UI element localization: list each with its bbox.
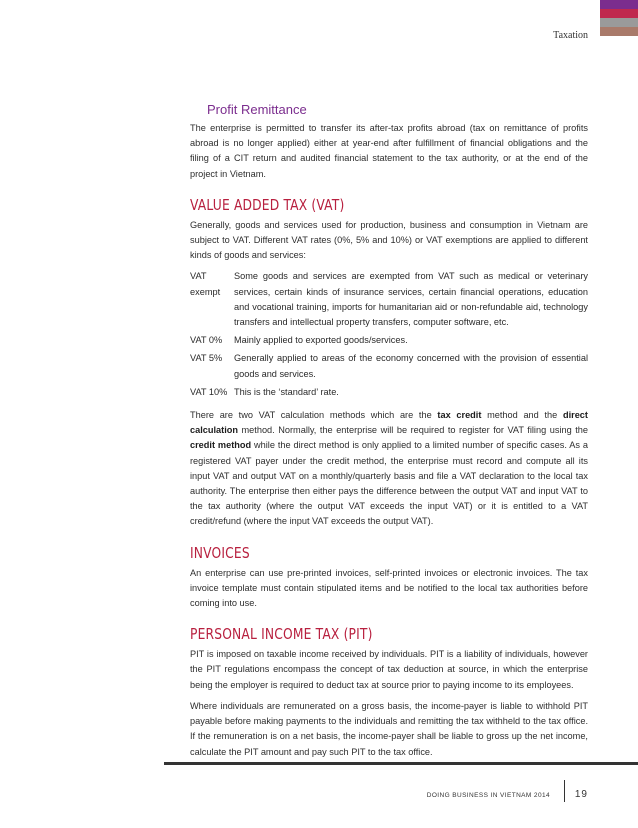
vat-row-label: VAT exempt bbox=[190, 271, 221, 297]
pit-heading: PERSONAL INCOME TAX (PIT) bbox=[190, 625, 373, 644]
vat-methods-text: method and the bbox=[481, 410, 563, 421]
vat-row-5 bbox=[190, 351, 588, 381]
vat-methods-text: There are two VAT calculation methods which are the bbox=[190, 410, 438, 421]
direct-calculation-term: direct calculation bbox=[190, 410, 588, 436]
page-number: 19 bbox=[574, 789, 588, 800]
vat-row-desc: Generally applied to areas of the economy concerned with the provision of essential goods and services. bbox=[234, 353, 588, 379]
credit-method-term: credit method bbox=[190, 440, 252, 451]
color-tabs bbox=[600, 0, 638, 36]
vat-methods-text: method. Normally, the enterprise will be required to register for VAT filing using the bbox=[238, 425, 588, 436]
color-tab-brown bbox=[600, 27, 638, 36]
vat-row-desc: This is the ‘standard’ rate. bbox=[234, 386, 339, 397]
color-tab-grey bbox=[600, 18, 638, 27]
vat-row-10 bbox=[190, 385, 588, 400]
vat-intro: Generally, goods and services used for production, business and consumption in Vietnam are subject to VAT. Different VAT rates (0%, 5% and 10%) or VAT exemptions are applied to different kinds of goods and services: bbox=[190, 219, 588, 261]
vat-methods-text: while the direct method is only applied to a limited number of specific cases. As a registered VAT payer under the credit method, the enterprise must record and compute all its input VAT and output VAT on a monthly/quarterly basis and file a VAT declaration to the local tax authority. The enterprise then either pays the difference between the output VAT and input VAT to the tax authority (where the output VAT exceeds the input VAT) or it is entitled to a VAT credit/refund (where the input VAT exceeds the output VAT). bbox=[190, 440, 588, 527]
section-label: Taxation bbox=[553, 30, 588, 41]
vat-rates-list bbox=[190, 269, 588, 400]
vat-row-exempt bbox=[190, 269, 588, 330]
invoices-body: An enterprise can use pre-printed invoices, self-printed invoices or electronic invoices. The tax invoice template must contain stipulated items and be notified to the local tax authorities before coming into use. bbox=[190, 567, 588, 609]
footer-separator bbox=[564, 780, 565, 802]
tax-credit-term: tax credit bbox=[437, 410, 482, 421]
invoices-heading: INVOICES bbox=[190, 543, 250, 562]
profit-remittance-body: The enterprise is permitted to transfer its after-tax profits abroad (tax on remittance of profits abroad is no longer applied) either at year-end after fulfillment of financial obligations and the filing of a CIT return and audited financial statement to the tax authority, or at the end of the project in Vietnam. bbox=[190, 123, 588, 179]
page-content bbox=[190, 102, 588, 766]
pit-body-2: Where individuals are remunerated on a gross basis, the income-payer is liable to withhold PIT payable before making payments to the individuals and remitting the tax withheld to the tax office. If the remuneration is on a net basis, the income-payer shall be liable to gross up the net income, calculate the PIT amount and pay such PIT to the tax office. bbox=[190, 700, 588, 757]
vat-row-label: VAT 5% bbox=[190, 353, 223, 364]
vat-heading: VALUE ADDED TAX (VAT) bbox=[190, 195, 345, 214]
footer-title: DOING BUSINESS IN VIETNAM 2014 bbox=[426, 792, 550, 799]
pit-body-1: PIT is imposed on taxable income received by individuals. PIT is a liability of individuals, however the PIT regulations encompass the concept of tax deduction at source, in which the enterprise being the employer is required to deduct tax at source prior to paying income to its employees. bbox=[190, 649, 588, 690]
vat-row-0 bbox=[190, 333, 588, 348]
color-tab-purple bbox=[600, 0, 638, 9]
vat-row-desc: Some goods and services are exempted from VAT such as medical or veterinary services, certain kinds of insurance services, certain financial operations, education and vocational training, imports for humanitarian aid or non-refundable aid, technology transfers and intellectual property transfers, computer software, etc. bbox=[234, 271, 588, 328]
vat-row-label: VAT 10% bbox=[190, 386, 228, 397]
footer-rule bbox=[164, 762, 638, 765]
vat-methods-paragraph bbox=[190, 408, 588, 530]
vat-row-label: VAT 0% bbox=[190, 335, 223, 346]
vat-row-desc: Mainly applied to exported goods/services. bbox=[234, 335, 408, 346]
color-tab-red bbox=[600, 9, 638, 18]
profit-remittance-heading: Profit Remittance bbox=[207, 102, 307, 117]
